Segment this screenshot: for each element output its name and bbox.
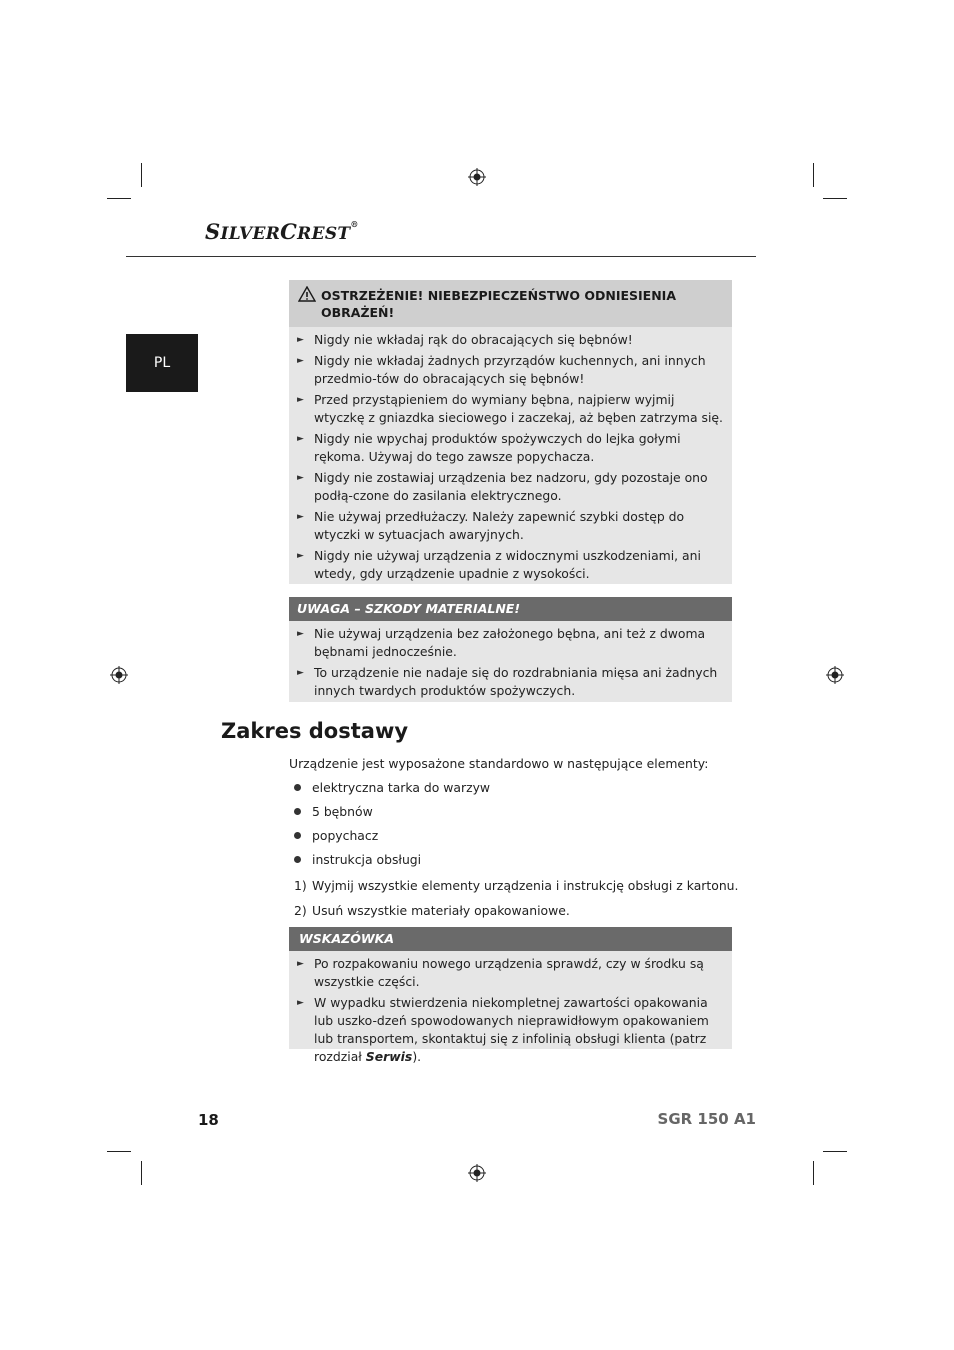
logo-letter: S: [205, 219, 221, 244]
header-rule: [126, 256, 756, 257]
list-item: [297, 391, 724, 427]
bullet-icon: [294, 808, 301, 815]
hint-box: [289, 927, 732, 1064]
bullet-icon: [294, 856, 301, 863]
arrow-icon: ►: [297, 356, 304, 366]
model-number: SGR 150 A1: [657, 1110, 756, 1128]
warning-title-line: OSTRZEŻENIE! NIEBEZPIECZEŃSTWO ODNIESIENIA: [321, 288, 676, 303]
hint-list: [289, 951, 732, 1073]
list-item-text: Nie używaj urządzenia bez założonego bębna, ani też z dwoma bębnami jednocześnie.: [314, 626, 706, 659]
arrow-icon: ►: [297, 668, 304, 678]
steps-list: [289, 877, 738, 927]
material-damage-box: [289, 597, 732, 702]
registration-mark-icon: [468, 168, 486, 186]
list-item: [289, 851, 490, 875]
list-item: [297, 955, 724, 991]
list-item-text: instrukcja obsługi: [312, 852, 422, 867]
bullet-icon: [294, 832, 301, 839]
list-item: [297, 430, 724, 466]
language-tab-label: PL: [153, 355, 171, 371]
bullet-icon: [294, 784, 301, 791]
arrow-icon: ►: [297, 998, 304, 1008]
list-item: [297, 664, 724, 700]
crop-mark: [141, 1161, 142, 1185]
arrow-icon: ►: [297, 629, 304, 639]
section-title: Zakres dostawy: [221, 719, 409, 743]
step-number: 2): [294, 903, 307, 918]
step-item: [289, 877, 738, 902]
list-item: [297, 352, 724, 388]
logo-letter: C: [280, 219, 298, 244]
list-item-text: Po rozpakowaniu nowego urządzenia sprawdź, czy w środku są wszystkie części.: [314, 956, 704, 989]
registration-mark-icon: [468, 1164, 486, 1182]
logo-text: REST: [297, 224, 351, 244]
crop-mark: [107, 1151, 131, 1152]
step-item: [289, 902, 738, 927]
page-number: 18: [198, 1111, 219, 1129]
list-item: [289, 803, 490, 827]
arrow-icon: ►: [297, 512, 304, 522]
step-text: Usuń wszystkie materiały opakowaniowe.: [312, 903, 570, 918]
crop-mark: [813, 163, 814, 187]
arrow-icon: ►: [297, 551, 304, 561]
list-item: [289, 827, 490, 851]
list-item-text-end: ).: [412, 1049, 422, 1064]
crop-mark: [823, 1151, 847, 1152]
warning-list: [289, 327, 732, 590]
registration-mark-icon: [826, 666, 844, 684]
list-item-text: Nigdy nie wpychaj produktów spożywczych do lejka gołymi rękoma. Używaj do tego zawsze popychacza.: [314, 431, 681, 464]
logo-text: ILVER: [220, 224, 281, 244]
list-item: [297, 469, 724, 505]
crop-mark: [107, 198, 131, 199]
list-item-text: Nie używaj przedłużaczy. Należy zapewnić szybki dostęp do wtyczki w sytuacjach awaryjnych.: [314, 509, 685, 542]
registered-mark: ®: [350, 219, 359, 229]
chapter-reference: Serwis: [365, 1049, 413, 1064]
language-tab: [126, 334, 198, 392]
list-item: [297, 625, 724, 661]
list-item-text: elektryczna tarka do warzyw: [312, 780, 491, 795]
delivery-list: [289, 779, 490, 875]
list-item-text: popychacz: [312, 828, 379, 843]
warning-triangle-icon: [298, 286, 316, 302]
list-item-text: 5 bębnów: [312, 804, 373, 819]
warning-header: [289, 280, 732, 327]
arrow-icon: ►: [297, 434, 304, 444]
list-item: [297, 547, 724, 583]
material-damage-list: [289, 621, 732, 707]
registration-mark-icon: [110, 666, 128, 684]
arrow-icon: ►: [297, 335, 304, 345]
crop-mark: [823, 198, 847, 199]
arrow-icon: ►: [297, 959, 304, 969]
crop-mark: [141, 163, 142, 187]
list-item: [297, 994, 724, 1066]
list-item: [297, 331, 724, 349]
material-damage-header: UWAGA – SZKODY MATERIALNE!: [289, 597, 732, 621]
list-item-text: Nigdy nie wkładaj żadnych przyrządów kuchennych, ani innych przedmio-tów do obracających się bębnów!: [314, 353, 706, 386]
list-item-text: Przed przystąpieniem do wymiany bębna, najpierw wyjmij wtyczkę z gniazdka sieciowego i zaczekaj, aż bęben zatrzyma się.: [314, 392, 723, 425]
list-item-text: Nigdy nie zostawiaj urządzenia bez nadzoru, gdy pozostaje ono podłą-czone do zasilania elektrycznego.: [314, 470, 708, 503]
arrow-icon: ►: [297, 473, 304, 483]
list-item-text: W wypadku stwierdzenia niekompletnej zawartości opakowania lub uszko-dzeń spowodowanych nieprawidłowym opakowaniem lub transportem, skontaktuj się z infolinią obsługi klienta (patrz rozdział: [314, 995, 709, 1064]
crop-mark: [813, 1161, 814, 1185]
list-item-text: To urządzenie nie nadaje się do rozdrabniania mięsa ani żadnych innych twardych produktów spożywczych.: [314, 665, 718, 698]
list-item-text: Nigdy nie wkładaj rąk do obracających się bębnów!: [314, 332, 633, 347]
list-item-text: Nigdy nie używaj urządzenia z widocznymi uszkodzeniami, ani wtedy, gdy urządzenie upadnie z wysokości.: [314, 548, 701, 581]
brand-logo: [205, 219, 359, 244]
warning-box: [289, 280, 732, 584]
hint-header: WSKAZÓWKA: [289, 927, 732, 951]
warning-title-line: OBRAŻEŃ!: [321, 305, 395, 320]
list-item: [289, 779, 490, 803]
list-item: [297, 508, 724, 544]
arrow-icon: ►: [297, 395, 304, 405]
section-intro: Urządzenie jest wyposażone standardowo w następujące elementy:: [289, 756, 709, 771]
warning-title: [321, 287, 722, 321]
step-number: 1): [294, 878, 307, 893]
step-text: Wyjmij wszystkie elementy urządzenia i instrukcję obsługi z kartonu.: [312, 878, 739, 893]
